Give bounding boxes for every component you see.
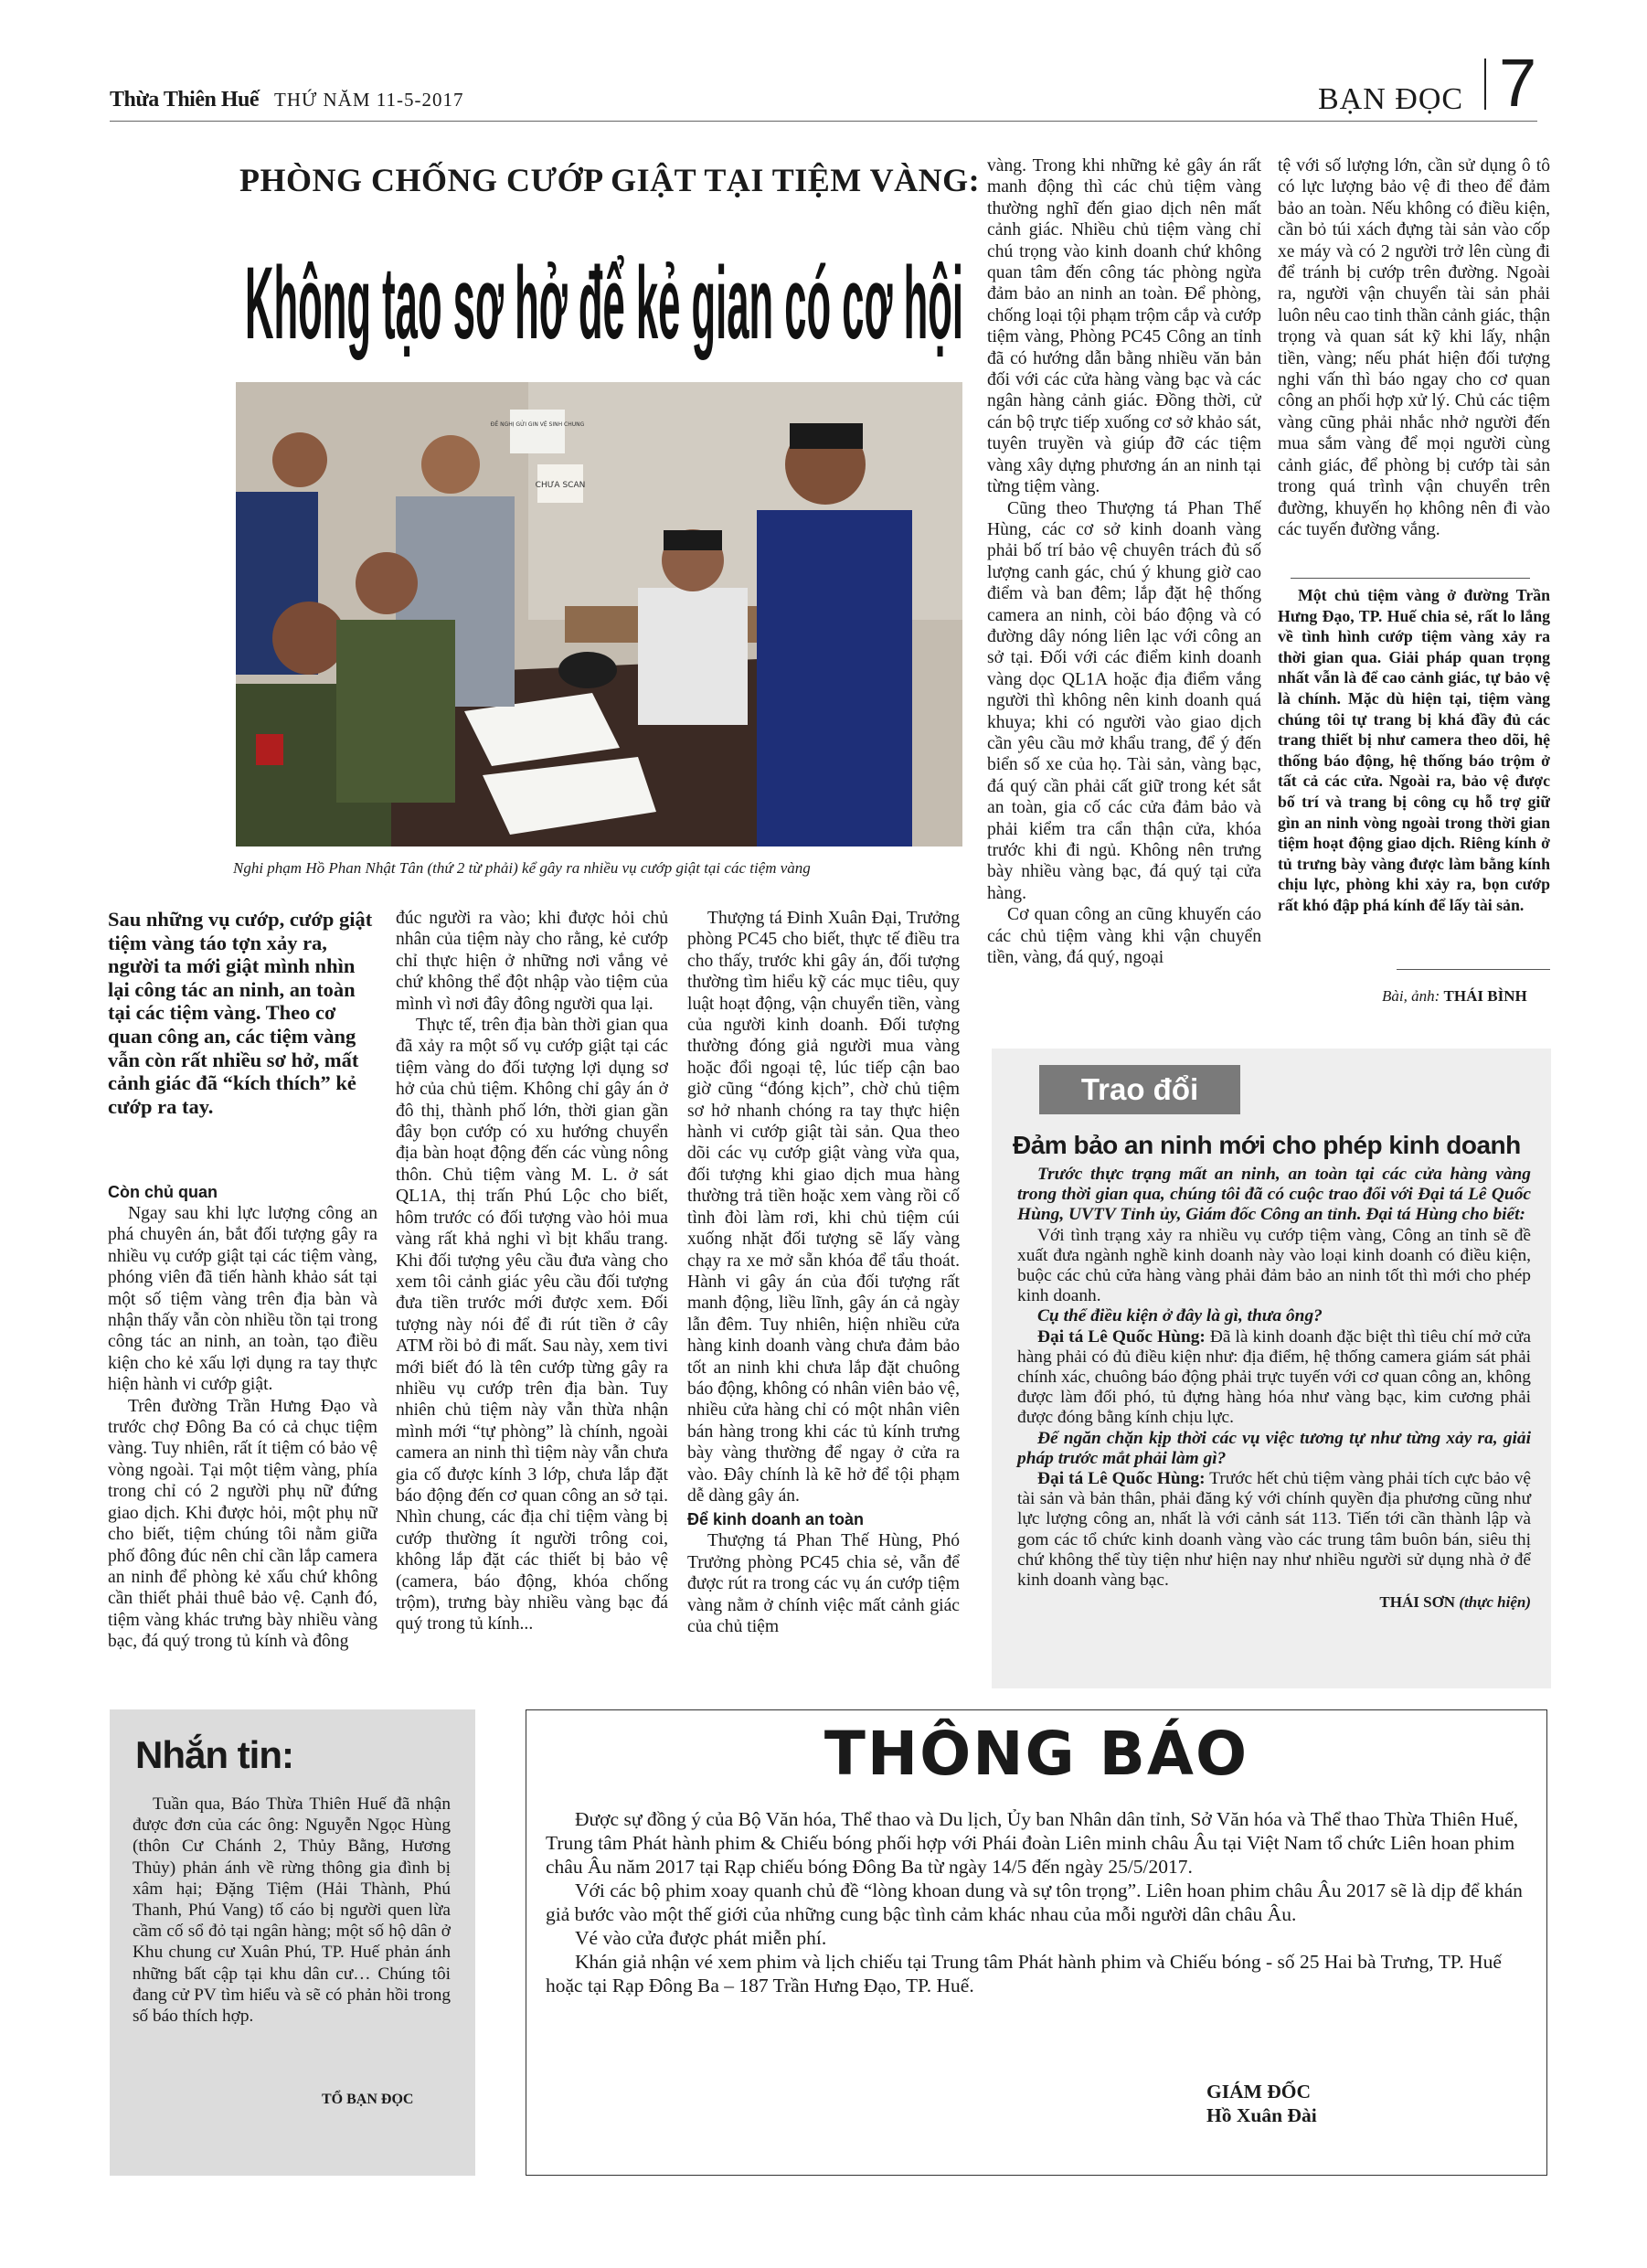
quote-rule [1291, 578, 1530, 579]
shop-owner-quote [1278, 585, 1550, 969]
interview-byline: THÁI SƠN (thực hiện) [1379, 1593, 1531, 1612]
paragraph: tệ với số lượng lớn, cần sử dụng ô tô có lực lượng bảo vệ đi theo để đảm bảo an toàn. Nếu không có điều kiện, cần bỏ túi xách đựng tài sản vào cốp xe máy và có 2 người trở lên cùng đi để tránh bị cướp trên đường. Ngoài ra, người vận chuyển tài sản phải luôn nêu cao tinh thần cảnh giác, thận trọng và quan sát kỹ khi lấy, nhận tiền, vàng; nếu phát hiện đối tượng nghi vấn thì báo ngay cho cơ quan công an phối hợp xử lý. Chủ các tiệm vàng cũng phải nhắc nhở người đến mua sắm vàng để mọi người cùng cảnh giác, để phòng bị cướp tài sản trong quá trình vận chuyển trên đường, khuyến họ không nên đi vào các tuyến đường vắng. [1278, 156, 1550, 539]
article-byline [1382, 987, 1527, 1006]
newspaper-name: Thừa Thiên Huế [110, 88, 260, 112]
speaker-name: Đại tá Lê Quốc Hùng: [1037, 1469, 1206, 1489]
announcement-paragraph: Vé vào cửa được phát miễn phí. [575, 1927, 827, 1949]
paragraph: Thực tế, trên địa bàn thời gian qua đã xảy ra một số vụ cướp giật tại các tiệm vàng do đối tượng lợi dụng sơ hở của chủ tiệm. Không chỉ gây án ở đô thị, thành phố lớn, thời gian gần đây bọn cướp có xu hướng chuyển địa bàn hoạt động đến các vùng nông thôn. Chủ tiệm vàng M. L. ở sát QL1A, thị trấn Phú Lộc cho biết, hôm trước có đối tượng vào hỏi mua vàng rất khả nghi vì bịt khẩu trang. Khi đối tượng yêu cầu đưa vàng cho xem tôi cảnh giác yêu cầu đối tượng đưa tiền trước mới được xem. Đối tượng này nói để đi rút tiền ở cây ATM rồi bỏ đi mất. Sau này, xem tivi mới biết đó là tên cướp từng gây ra nhiều vụ cướp trên địa bàn. Tuy nhiên chủ tiệm này vẫn thừa nhận mình mới “tự phòng” là chính, ngoài camera an ninh thì tiệm này vẫn chưa gia cố được kính 3 lớp, chưa lắp đặt báo động đến cơ quan công an sở tại. Nhìn chung, các địa chỉ tiệm vàng bị cướp thường ít người trông coi, không lắp đặt các thiết bị bảo vệ (camera, báo động, khóa chống trộm), trưng bày nhiều vàng bạc đá quý trong tủ kính... [396, 1016, 668, 1634]
article-kicker: PHÒNG CHỐNG CƯỚP GIẬT TẠI TIỆM VÀNG: [239, 162, 981, 198]
page-number: 7 [1499, 45, 1537, 121]
speaker-name: Đại tá Lê Quốc Hùng: [1037, 1326, 1206, 1347]
paragraph: vàng. Trong khi những kẻ gây án rất manh động thì các chủ tiệm vàng thường nghĩ đến giao dịch nên mất cảnh giác. Nhiều chủ tiệm vàng chỉ chú trọng vào kinh doanh chứ không quan tâm đến công tác phòng ngừa đảm bảo an ninh an toàn. Để phòng, chống loại tội phạm trộm cắp và cướp tiệm vàng, Phòng PC45 Công an tỉnh đã có hướng dẫn bằng nhiều văn bản đối với các cửa hàng vàng bạc và các ngân hàng cảnh giác. Đồng thời, cử cán bộ trực tiếp xuống cơ sở khảo sát, tuyên truyền và giúp đỡ các tiệm vàng xây dựng phương án an ninh tại từng tiệm vàng. [987, 156, 1261, 497]
byline-name: THÁI BÌNH [1443, 987, 1527, 1005]
photo-sign-2: CHƯA SCAN [535, 481, 586, 490]
interview-question-3: Để ngăn chặn kịp thời các vụ việc tương tự như từng xảy ra, giải pháp trước mắt phải làm gì? [1017, 1428, 1531, 1468]
interview-answer-3: Đại tá Lê Quốc Hùng: Trước hết chủ tiệm vàng phải tích cực bảo vệ tài sản và bản thân, phải đăng ký với chính quyền địa phương cũng như lực lượng công an, nhất là với cảnh sát 113. Tiến tới cần thành lập và gom các tổ chức kinh doanh vàng vào các trung tâm buôn bán, siêu thị chứ không thể tùy tiện như hiện nay như nhiều người sử dụng nhà ở để kinh doanh vàng bạc. [1017, 1469, 1531, 1591]
announcement-body [546, 1807, 1531, 1997]
message-title: Nhắn tin: [135, 1733, 293, 1776]
header-rule [110, 121, 1537, 122]
message-body [133, 1794, 451, 2027]
interview-intro: Trước thực trạng mất an ninh, an toàn tại các cửa hàng vàng trong thời gian qua, chúng tôi đã có cuộc trao đổi với Đại tá Lê Quốc Hùng, UVTV Tỉnh ủy, Giám đốc Công an tỉnh. Đại tá Hùng cho biết: [1017, 1165, 1531, 1225]
issue-date: THỨ NĂM 11-5-2017 [274, 89, 464, 111]
photo-illustration [236, 382, 962, 847]
message-text: Tuần qua, Báo Thừa Thiên Huế đã nhận được đơn của các ông: Nguyễn Ngọc Hùng (thôn Cư Chánh 2, Thủy Bằng, Hương Thủy) phản ánh về rừng thông gia đình bị xâm hại; Đặng Tiệm (Hải Thành, Phú Thanh, Phú Vang) tố cáo bị người quen lừa cầm cố sổ đỏ tại ngân hàng; một số hộ dân ở Khu chung cư Xuân Phú, TP. Huế phản ánh những bất cập tại khu dân cư… Chúng tôi đang cử PV tìm hiểu và sẽ có phản hồi trong số báo thích hợp. [133, 1794, 451, 2027]
paragraph: Ngay sau khi lực lượng công an phá chuyên án, bắt đối tượng gây ra nhiều vụ cướp giật tại các tiệm vàng, phóng viên đã tiến hành khảo sát tại một số tiệm vàng trên địa bàn và nhận thấy vẫn còn nhiều tồn tại trong công tác an ninh, an toàn, tạo điều kiện cho kẻ xấu lợi dụng ra tay thực hiện hành vi cướp giật. [108, 1204, 377, 1395]
article-column-4 [987, 155, 1261, 1015]
article-lead: Sau những vụ cướp, cướp giật tiệm vàng táo tợn xảy ra, người ta mới giật mình nhìn lại công tác an ninh, an toàn tại các tiệm vàng. Theo cơ quan công an, các tiệm vàng vẫn còn rất nhiều sơ hở, mất cảnh giác đã “kích thích” kẻ cướp ra tay. [108, 908, 373, 1118]
article-column-2 [396, 908, 668, 1687]
article-column-3 [687, 908, 960, 1687]
paragraph: Trên đường Trần Hưng Đạo và trước chợ Đông Ba có cả chục tiệm vàng. Tuy nhiên, rất ít tiệm có bảo vệ vòng ngoài. Tại một tiệm vàng, phía trong chỉ có 2 người phụ nữ đứng giao dịch. Khi được hỏi, một phụ nữ cho biết, tiệm chúng tôi nằm giữa phố đông đúc nên chỉ cần lắp camera an ninh để phòng kẻ xấu chứ không cần thiết phải thuê bảo vệ. Cạnh đó, tiệm vàng khác trưng bày nhiều vàng bạc, đá quý trong tủ kính và đông [108, 1396, 377, 1652]
headline-text: Không tạo sơ hở để kẻ gian có cơ hội [245, 246, 963, 360]
interview-question-2: Cụ thể điều kiện ở đây là gì, thưa ông? [1037, 1306, 1323, 1326]
paragraph: Cơ quan công an cũng khuyến cáo các chủ tiệm vàng khi vận chuyển tiền, vàng, đá quý, ngoại [987, 905, 1261, 968]
signature-name: Hồ Xuân Đài [1206, 2104, 1317, 2126]
photo-caption: Nghi phạm Hồ Phan Nhật Tân (thứ 2 từ phải) kể gây ra nhiều vụ cướp giật tại các tiệm vàng [233, 859, 811, 877]
announcement-paragraph: Với các bộ phim xoay quanh chủ đề “lòng khoan dung và sự tôn trọng”. Liên hoan phim châu Âu 2017 sẽ là dịp để khán giả bước vào một thế giới của những cung bậc tình cảm khác nhau của mỗi người dân châu Âu. [546, 1879, 1523, 1925]
announcement-signature [1206, 2080, 1317, 2127]
paragraph: đúc người ra vào; khi được hỏi chủ nhân của tiệm này cho rằng, kẻ cướp chỉ thực hiện ở những nơi vắng vẻ chứ không thể đột nhập vào tiệm của mình vì nơi đây đông người qua lại. [396, 909, 668, 1014]
paragraph: Thượng tá Phan Thế Hùng, Phó Trưởng phòng PC45 chia sẻ, vẫn để được rút ra trong các vụ án cướp tiệm vàng nằm ở chính việc mất cảnh giác của chủ tiệm [687, 1531, 960, 1636]
subheading-con-chu-quan: Còn chủ quan [108, 1183, 218, 1201]
photo-sign-1: ĐỀ NGHỊ GỬI GIN VỆ SINH CHUNG [490, 421, 585, 428]
signature-title: GIÁM ĐỐC [1206, 2081, 1312, 2103]
paragraph: Cũng theo Thượng tá Phan Thế Hùng, các cơ sở kinh doanh vàng phải bố trí bảo vệ chuyên trách đủ số lượng canh gác, chú ý khung giờ cao điểm và ban đêm; lắp đặt hệ thống camera an ninh, còi báo động và có đường dây nóng liên lạc với công an sở tại. Đối với các điểm kinh doanh vàng dọc QL1A hoặc địa điểm vắng người thì không nên kinh doanh quá khuya; khi có người vào giao dịch cần yêu cầu mở khẩu trang, để ý đến biển số xe của họ. Tài sản, vàng bạc, đá quý cần phải cất giữ trong két sắt an toàn, gia cố các cửa đảm bảo và phải kiểm tra cẩn thận cửa, khóa trước khi đi ngủ. Không nên trưng bày nhiều vàng bạc, đá quý tại cửa hàng. [987, 498, 1261, 903]
announcement-paragraph: Được sự đồng ý của Bộ Văn hóa, Thể thao và Du lịch, Ủy ban Nhân dân tỉnh, Sở Văn hóa và Thể thao Thừa Thiên Huế, Trung tâm Phát hành phim & Chiếu bóng phối hợp với Phái đoàn Liên minh châu Âu tại Việt Nam tổ chức Liên hoan phim châu Âu năm 2017 tại Rạp chiếu bóng Đông Ba từ ngày 14/5 đến ngày 25/5/2017. [546, 1808, 1519, 1878]
quote-text: Một chủ tiệm vàng ở đường Trần Hưng Đạo, TP. Huế chia sẻ, rất lo lắng về tình hình cướp tiệm vàng xảy ra thời gian qua. Giải pháp quan trọng nhất vẫn là để cao cảnh giác, tự bảo vệ là chính. Mặc dù hiện tại, tiệm vàng chúng tôi tự trang bị khá đầy đủ các trang thiết bị như camera theo dõi, hệ thống báo động, hệ thống báo trộm ở tất cả các cửa. Ngoài ra, bảo vệ được bố trí và trang bị công cụ hỗ trợ giữ gìn an ninh vòng ngoài trong thời gian tiệm hoạt động giao dịch. Riêng kính ở tủ trưng bày vàng được làm bằng kính chịu lực, phòng khi xảy ra, bọn cướp rất khó đập phá kính để lấy tài sản. [1278, 586, 1550, 914]
section-name: BẠN ĐỌC [1318, 82, 1464, 116]
interview-title: Đảm bảo an ninh mới cho phép kinh doanh [1013, 1131, 1521, 1159]
interview-body [1017, 1165, 1531, 1613]
announcement-title: THÔNG BÁO [824, 1719, 1249, 1789]
article-column-5 [1278, 155, 1550, 576]
article-photo [236, 382, 962, 847]
interview-label: Trao đổi [1039, 1065, 1240, 1114]
article-headline [245, 201, 967, 389]
interview-answer-2: Đại tá Lê Quốc Hùng: Đã là kinh doanh đặc biệt thì tiêu chí mở cửa hàng phải có đủ điều kiện như: địa điểm, hệ thống camera giám sát phải chính xác, chuông báo động phải trực tuyến với cơ quan công an, không được làm đối phó, tủ đựng hàng hóa như vàng bạc, kim cương phải được đóng bằng kính chịu lực. [1017, 1326, 1531, 1428]
header-divider [1484, 59, 1486, 110]
subheading-de-kinh-doanh-an-toan: Để kinh doanh an toàn [687, 1510, 865, 1529]
byline-label: Bài, ảnh: [1382, 987, 1440, 1005]
article-column-1 [108, 1179, 377, 1687]
byline-rule [1397, 969, 1550, 970]
announcement-paragraph: Khán giả nhận vé xem phim và lịch chiếu tại Trung tâm Phát hành phim và Chiếu bóng - số 25 Hai bà Trưng, TP. Huế hoặc tại Rạp Đông Ba – 187 Trần Hưng Đạo, TP. Huế. [546, 1951, 1502, 1996]
interview-answer-1: Với tình trạng xảy ra nhiều vụ cướp tiệm vàng, Công an tỉnh sẽ đề xuất đưa ngành nghề kinh doanh này vào loại kinh doanh có điều kiện, buộc các chủ cửa hàng vàng phải đảm bảo an ninh tốt thì mới cho phép kinh doanh. [1017, 1225, 1531, 1306]
message-signature: TỔ BẠN ĐỌC [322, 2092, 414, 2107]
paragraph: Thượng tá Đinh Xuân Đại, Trưởng phòng PC45 cho biết, thực tế điều tra cho thấy, trước khi gây án, đối tượng thường tìm hiểu kỹ các mục tiêu, quy luật hoạt động, vận chuyển tiền, vàng của người kinh doanh. Đối tượng thường đóng giả người mua vàng hoặc đổi ngoại tệ, lúc tiếp cận bao giờ cũng “đóng kịch”, chờ chủ tiệm sơ hở nhanh chóng ra tay thực hiện hành vi cướp giật tài sản. Qua theo dõi các vụ cướp giật vàng vừa qua, đối tượng khi giao dịch mua hàng thường trả tiền hoặc xem vàng rồi cố tình đòi làm rơi, khi chủ tiệm cúi xuống nhặt đối tượng sẽ lấy vàng chạy ra xe mở sẵn khóa để tẩu thoát. Hành vi gây án của đối tượng rất manh động, liều lĩnh, gây án cả ngày lẫn đêm. Tuy nhiên, hiện nhiều cửa hàng kinh doanh vàng chưa đảm bảo tốt an ninh khi chưa lắp đặt chuông báo động, không có nhân viên bảo vệ, nhiều cửa hàng chỉ có một nhân viên bán hàng trong khi các tủ kính trưng bày vàng thường để ngay ở cửa ra vào. Đây chính là kẽ hở để tội phạm dễ dàng gây án. [687, 909, 960, 1506]
